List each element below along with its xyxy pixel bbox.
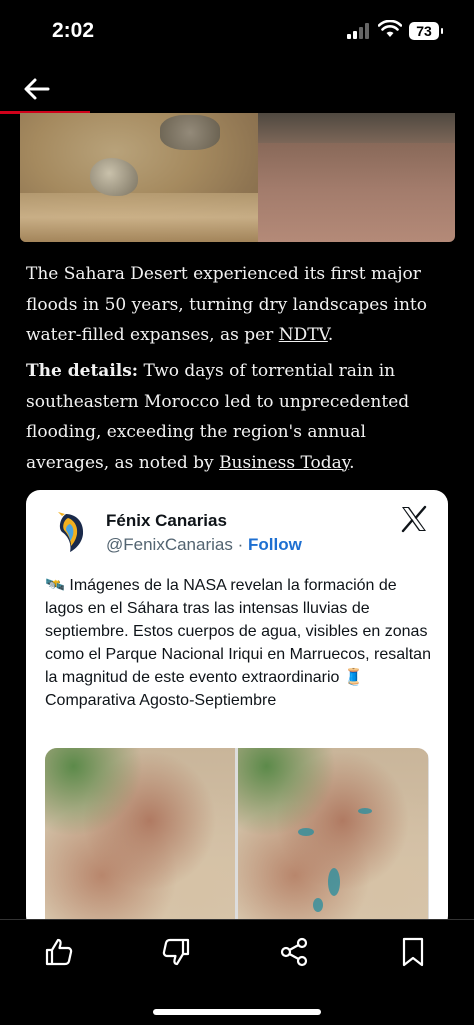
paragraph-text: Two days of torrential rain in southeastern Morocco led to unprecedented flooding, exceeding the region's annual averages, as noted by bbox=[26, 361, 410, 473]
article-paragraph-1 bbox=[26, 259, 450, 351]
ndtv-link[interactable]: NDTV bbox=[278, 325, 328, 345]
tweet-text-caption: Comparativa Agosto-Septiembre bbox=[45, 692, 277, 709]
paragraph-end: . bbox=[349, 452, 355, 473]
status-time: 2:02 bbox=[52, 19, 95, 42]
paragraph-text: The Sahara Desert experienced its first major floods in 50 years, turning dry landscapes into water-filled expanses, as per bbox=[26, 264, 427, 345]
separator-dot: · bbox=[237, 535, 244, 554]
tweet-author-name[interactable]: Fénix Canarias bbox=[106, 511, 227, 530]
signal-icon bbox=[346, 23, 370, 39]
bookmark-icon[interactable] bbox=[397, 936, 429, 968]
share-icon[interactable] bbox=[278, 936, 310, 968]
bottom-bar-divider bbox=[0, 919, 474, 920]
thumbs-up-icon[interactable] bbox=[43, 936, 75, 968]
tweet-text bbox=[45, 574, 435, 712]
business-today-link[interactable]: Business Today bbox=[219, 452, 350, 473]
x-logo-icon[interactable] bbox=[400, 505, 428, 533]
battery-indicator: 73 bbox=[409, 22, 439, 40]
satellite-image-september[interactable] bbox=[238, 748, 428, 930]
embedded-tweet-card[interactable] bbox=[26, 490, 448, 930]
tweet-handle-row bbox=[106, 535, 302, 555]
fenix-logo-avatar[interactable] bbox=[56, 510, 90, 554]
paragraph-end: . bbox=[327, 325, 334, 345]
follow-button[interactable]: Follow bbox=[248, 535, 302, 554]
thumbs-down-icon[interactable] bbox=[160, 936, 192, 968]
wifi-icon bbox=[378, 20, 402, 38]
tweet-text-body: 🛰️ Imágenes de la NASA revelan la formación de lagos en el Sáhara tras las intensas lluvias de septiembre. Estos cuerpos de agua, visibles en zonas como el Parque Nacional Iriqui en Marruecos, resaltan la magnitud de este evento extraordinario 🧵 bbox=[45, 577, 431, 686]
tweet-media-grid[interactable] bbox=[45, 748, 429, 930]
details-label: The details: bbox=[26, 361, 139, 381]
satellite-image-august[interactable] bbox=[45, 748, 235, 930]
article-hero-image bbox=[20, 113, 455, 242]
article-paragraph-2 bbox=[26, 356, 450, 478]
back-arrow-icon[interactable] bbox=[20, 72, 54, 106]
home-indicator bbox=[153, 1009, 321, 1015]
tweet-handle[interactable]: @FenixCanarias bbox=[106, 535, 233, 554]
